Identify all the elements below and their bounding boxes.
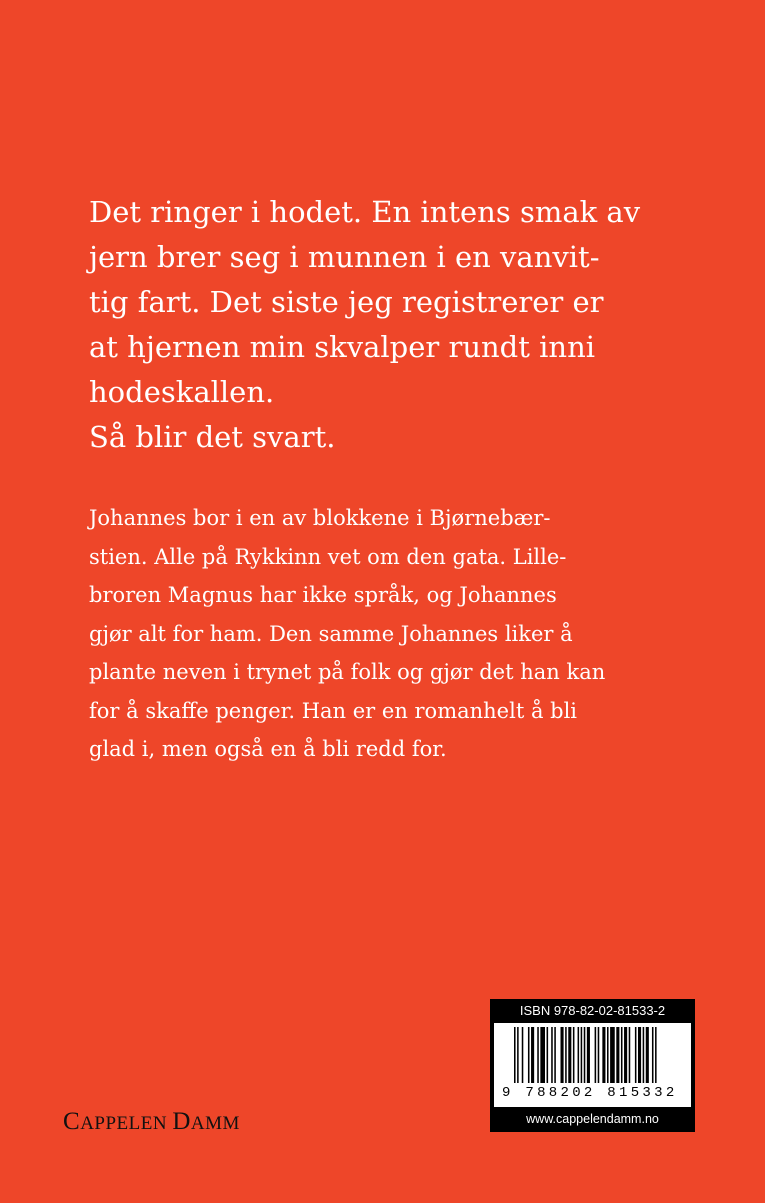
barcode-digits: 9 788202 815332 bbox=[502, 1085, 678, 1101]
book-blurb bbox=[89, 499, 709, 769]
back-cover-quote bbox=[89, 190, 709, 460]
barcode-area bbox=[494, 1023, 691, 1107]
blurb-line: gjør alt for ham. Den samme Johannes liker å bbox=[89, 621, 573, 646]
blurb-line: plante neven i trynet på folk og gjør det han kan bbox=[89, 660, 606, 684]
blurb-line: Johannes bor i en av blokkene i Bjørnebær- bbox=[89, 506, 551, 530]
isbn-label: ISBN 978-82-02-81533-2 bbox=[519, 1003, 666, 1018]
publisher-initial-d: D bbox=[172, 1108, 191, 1135]
publisher-url: www.cappelendamm.no bbox=[526, 1112, 659, 1126]
blurb-line: for å skaffe penger. Han er en romanhelt å bli bbox=[89, 698, 578, 723]
quote-line: at hjernen min skvalper rundt inni bbox=[89, 330, 596, 364]
publisher-logo bbox=[63, 1108, 240, 1136]
quote-line: hodeskallen. bbox=[89, 375, 275, 409]
isbn-barcode-block bbox=[490, 999, 695, 1132]
blurb-line: broren Magnus har ikke språk, og Johannes bbox=[89, 583, 557, 607]
quote-line: tig fart. Det siste jeg registrerer er bbox=[89, 285, 604, 319]
quote-line: Det ringer i hodet. En intens smak av bbox=[89, 195, 641, 229]
publisher-word-2: AMM bbox=[190, 1113, 240, 1134]
blurb-line: stien. Alle på Rykkinn vet om den gata. Lille- bbox=[89, 544, 567, 569]
quote-line: Så blir det svart. bbox=[89, 420, 336, 454]
quote-line: jern brer seg i munnen i en vanvit- bbox=[89, 240, 600, 274]
publisher-word-1: APPELEN bbox=[80, 1113, 173, 1134]
blurb-line: glad i, men også en å bli redd for. bbox=[89, 737, 447, 761]
publisher-initial-c: C bbox=[63, 1108, 81, 1135]
barcode-bars bbox=[514, 1027, 680, 1083]
